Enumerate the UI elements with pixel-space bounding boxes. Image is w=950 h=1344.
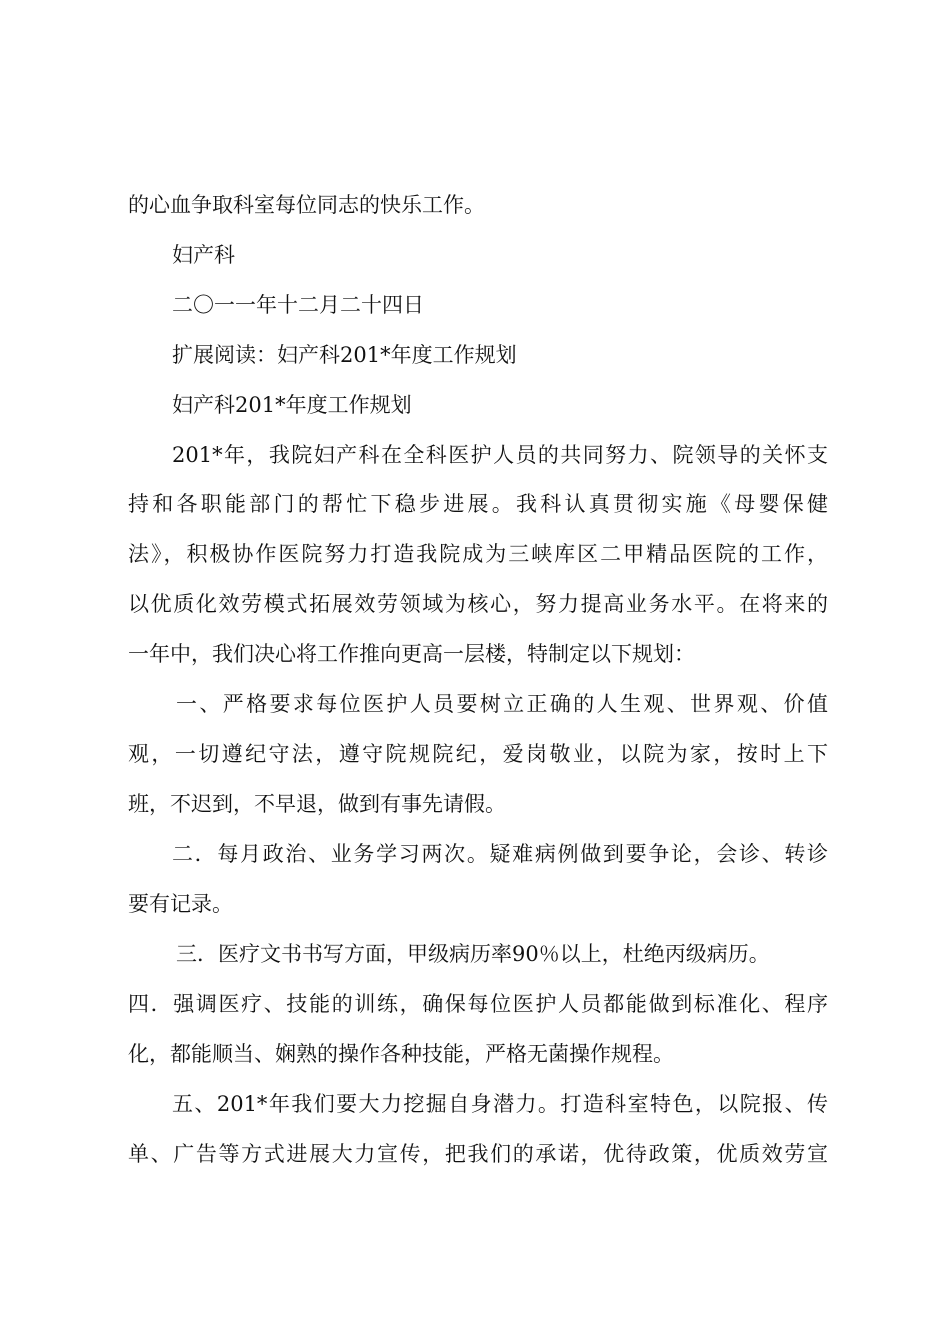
paragraph-line: 四．强调医疗、技能的训练，确保每位医护人员都能做到标准化、程序 <box>128 992 828 1016</box>
paragraph-line: 五、201*年我们要大力挖掘自身潜力。打造科室特色，以院报、传 <box>172 1092 828 1116</box>
date-line: 二〇一一年十二月二十四日 <box>172 293 424 317</box>
text-line: 的心血争取科室每位同志的快乐工作。 <box>128 193 485 217</box>
paragraph-line: 一、严格要求每位医护人员要树立正确的人生观、世界观、价值 <box>176 692 828 716</box>
paragraph-line: 班，不迟到，不早退，做到有事先请假。 <box>128 792 506 816</box>
paragraph-line: 持和各职能部门的帮忙下稳步进展。我科认真贯彻实施《母婴保健 <box>128 492 828 516</box>
section-title: 妇产科201*年度工作规划 <box>172 393 412 417</box>
department-signature: 妇产科 <box>172 243 235 267</box>
paragraph-line: 二．每月政治、业务学习两次。疑难病例做到要争论，会诊、转诊 <box>172 842 828 866</box>
paragraph-line: 要有记录。 <box>128 892 233 916</box>
paragraph-line: 以优质化效劳模式拓展效劳领域为核心，努力提高业务水平。在将来的 <box>128 592 828 616</box>
extended-reading-line: 扩展阅读：妇产科201*年度工作规划 <box>172 343 517 367</box>
paragraph-line: 三．医疗文书书写方面，甲级病历率90％以上，杜绝丙级病历。 <box>176 942 770 966</box>
paragraph-line: 化，都能顺当、娴熟的操作各种技能，严格无菌操作规程。 <box>128 1042 674 1066</box>
paragraph-line: 一年中，我们决心将工作推向更高一层楼，特制定以下规划： <box>128 642 695 666</box>
paragraph-line: 单、广告等方式进展大力宣传，把我们的承诺，优待政策，优质效劳宣 <box>128 1142 828 1166</box>
paragraph-line: 201*年，我院妇产科在全科医护人员的共同努力、院领导的关怀支 <box>172 443 828 467</box>
paragraph-line: 法》，积极协作医院努力打造我院成为三峡库区二甲精品医院的工作， <box>128 542 828 566</box>
paragraph-line: 观，一切遵纪守法，遵守院规院纪，爱岗敬业，以院为家，按时上下 <box>128 742 828 766</box>
